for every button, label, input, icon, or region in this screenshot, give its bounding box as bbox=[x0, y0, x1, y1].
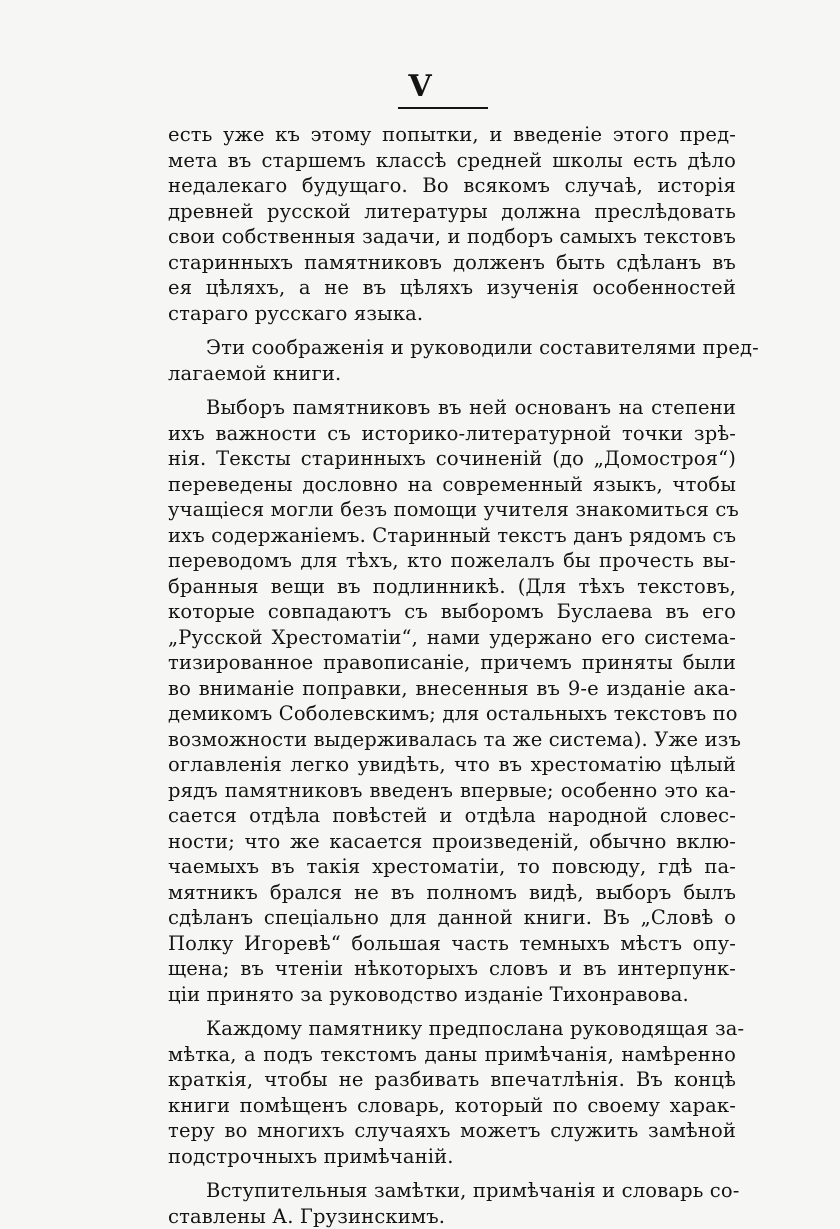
text-line: оглавленія легко увидѣть, что въ хрестоматію цѣлый bbox=[168, 752, 736, 778]
text-line: рядъ памятниковъ введенъ впервые; особенно это ка- bbox=[168, 778, 736, 804]
text-line: ихъ содержаніемъ. Старинный текстъ данъ рядомъ съ bbox=[168, 523, 736, 549]
text-line: мѣтка, а подъ текстомъ даны примѣчанія, намѣренно bbox=[168, 1042, 736, 1068]
text-line: ности; что же касается произведеній, обычно вклю- bbox=[168, 829, 736, 855]
text-line: теру во многихъ случаяхъ можетъ служить замѣной bbox=[168, 1118, 736, 1144]
text-line: чаемыхъ въ такія хрестоматіи, то повсюду, гдѣ па- bbox=[168, 854, 736, 880]
text-line: „Русской Хрестоматіи“, нами удержано его система- bbox=[168, 625, 736, 651]
text-line: переведены дословно на современный языкъ, чтобы bbox=[168, 472, 736, 498]
text-line: нія. Тексты старинныхъ сочиненій (до „Домостроя“) bbox=[168, 446, 736, 472]
text-line: мятникъ брался не въ полномъ видѣ, выборъ былъ bbox=[168, 880, 736, 906]
page-number-rule bbox=[398, 107, 488, 109]
paragraph-gap bbox=[168, 1007, 736, 1016]
body-text bbox=[168, 122, 736, 1229]
text-line: Каждому памятнику предпослана руководящая за- bbox=[168, 1016, 736, 1042]
paragraph bbox=[168, 1178, 736, 1229]
text-line: лагаемой книги. bbox=[168, 361, 736, 387]
text-line: подстрочныхъ примѣчаній. bbox=[168, 1144, 736, 1170]
paragraph-gap bbox=[168, 1169, 736, 1178]
text-line: которые совпадаютъ съ выборомъ Буслаева въ его bbox=[168, 599, 736, 625]
text-line: сается отдѣла повѣстей и отдѣла народной словес- bbox=[168, 803, 736, 829]
text-line: старинныхъ памятниковъ долженъ быть сдѣланъ въ bbox=[168, 250, 736, 276]
text-line: переводомъ для тѣхъ, кто пожелалъ бы прочесть вы- bbox=[168, 548, 736, 574]
text-line: демикомъ Соболевскимъ; для остальныхъ текстовъ по bbox=[168, 701, 736, 727]
text-line: Вступительныя замѣтки, примѣчанія и словарь со- bbox=[168, 1178, 736, 1204]
text-line: бранныя вещи въ подлинникѣ. (Для тѣхъ текстовъ, bbox=[168, 574, 736, 600]
text-line: древней русской литературы должна преслѣдовать bbox=[168, 199, 736, 225]
paragraph bbox=[168, 335, 736, 386]
text-line: свои собственныя задачи, и подборъ самыхъ текстовъ bbox=[168, 224, 736, 250]
paragraph bbox=[168, 1016, 736, 1169]
paragraph-gap bbox=[168, 326, 736, 335]
text-line: краткія, чтобы не разбивать впечатлѣнія. Въ концѣ bbox=[168, 1067, 736, 1093]
text-line: ея цѣляхъ, а не въ цѣляхъ изученія особенностей bbox=[168, 275, 736, 301]
text-line: тизированное правописаніе, причемъ приняты были bbox=[168, 650, 736, 676]
text-line: есть уже къ этому попытки, и введеніе этого пред- bbox=[168, 122, 736, 148]
text-line: Полку Игоревѣ“ большая часть темныхъ мѣстъ опу- bbox=[168, 931, 736, 957]
paragraph-gap bbox=[168, 386, 736, 395]
text-line: возможности выдерживалась та же система). Уже изъ bbox=[168, 727, 736, 753]
paragraph bbox=[168, 122, 736, 326]
text-line: сдѣланъ спеціально для данной книги. Въ „Словѣ о bbox=[168, 905, 736, 931]
paragraph bbox=[168, 395, 736, 1007]
text-line: ихъ важности съ историко-литературной точки зрѣ- bbox=[168, 421, 736, 447]
text-line: во вниманіе поправки, внесенныя въ 9-е изданіе ака- bbox=[168, 676, 736, 702]
text-line: учащіеся могли безъ помощи учителя знакомиться съ bbox=[168, 497, 736, 523]
page-number: V bbox=[0, 72, 840, 102]
text-line: мета въ старшемъ классѣ средней школы есть дѣло bbox=[168, 148, 736, 174]
text-line: недалекаго будущаго. Во всякомъ случаѣ, исторія bbox=[168, 173, 736, 199]
text-line: стараго русскаго языка. bbox=[168, 301, 736, 327]
text-line: книги помѣщенъ словарь, который по своему харак- bbox=[168, 1093, 736, 1119]
text-line: Выборъ памятниковъ въ ней основанъ на степени bbox=[168, 395, 736, 421]
text-line: щена; въ чтеніи нѣкоторыхъ словъ и въ интерпунк- bbox=[168, 956, 736, 982]
text-line: ціи принято за руководство изданіе Тихонравова. bbox=[168, 982, 736, 1008]
text-line: ставлены А. Грузинскимъ. bbox=[168, 1204, 736, 1229]
text-line: Эти соображенія и руководили составителями пред- bbox=[168, 335, 736, 361]
